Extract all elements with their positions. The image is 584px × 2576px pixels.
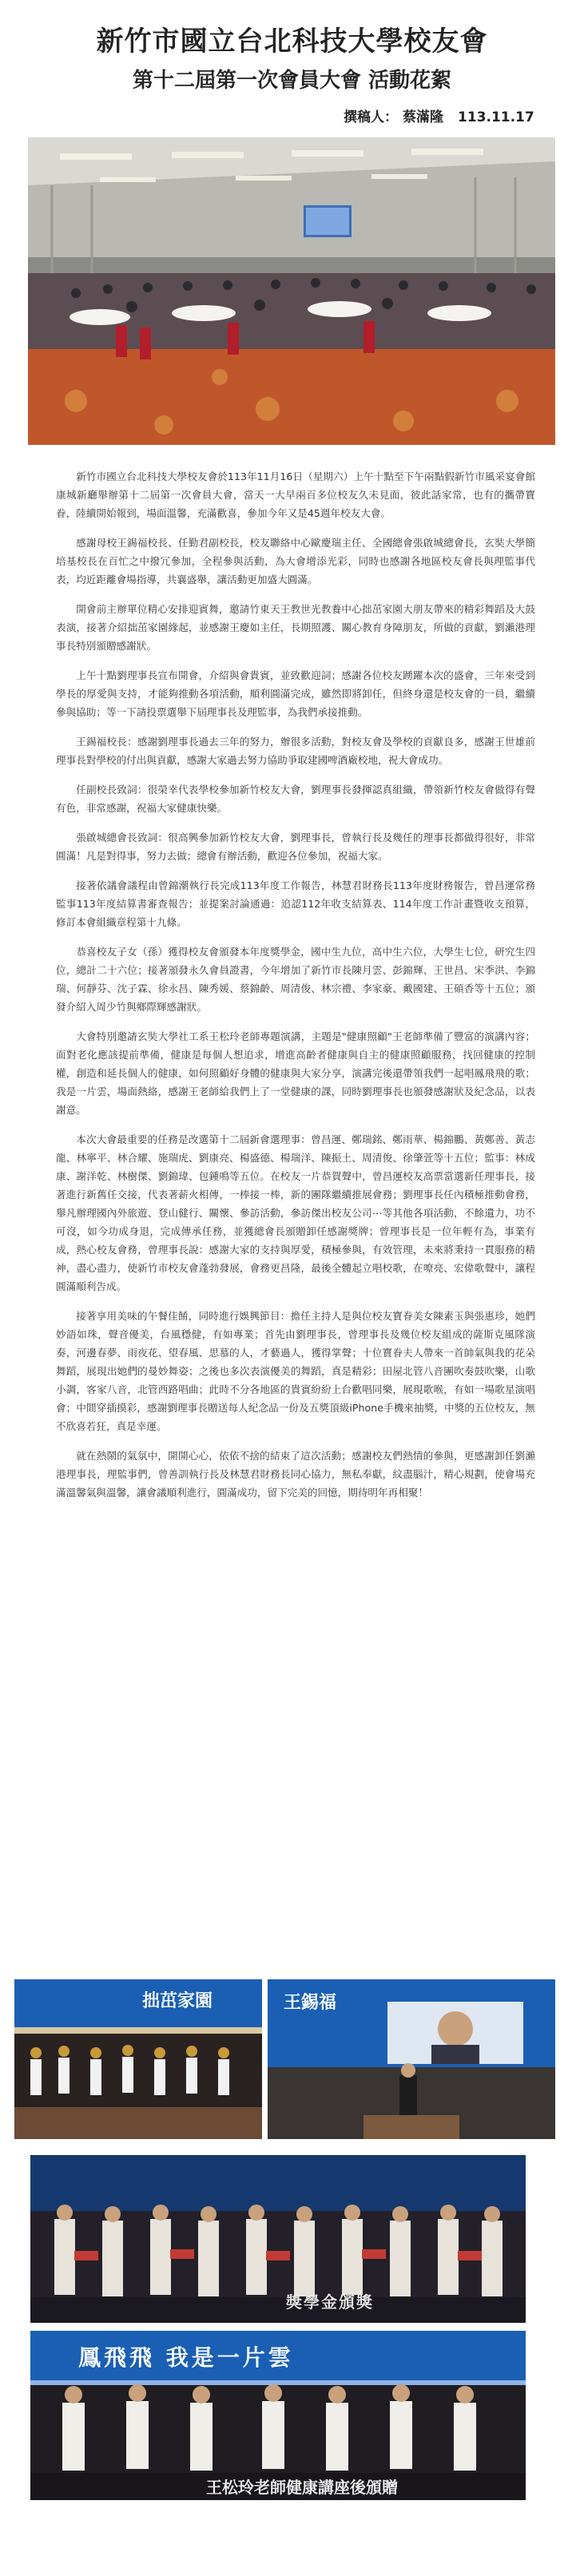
page-title: 新竹市國立台北科技大學校友會 bbox=[96, 26, 488, 58]
article-paragraph: 上午十點劉理事長宣布開會，介紹與會貴賓，並致歡迎詞；感謝各位校友踴躍本次的盛會，三年來受到學長的厚愛與支持，才能夠推動各項活動，順利圓滿完成，雖然即將卸任，但終身還是校友會的一員，繼續參與協助；等一下請投票選舉下屆理事長及理監事，為我們承接推動。 bbox=[56, 669, 535, 718]
lecture-caption: 王松玲老師健康講座後頒贈 bbox=[206, 2478, 398, 2497]
lecture-award-photo bbox=[30, 2331, 526, 2500]
article-paragraph: 就在熱鬧的氣氛中，開開心心，依依不捨的結束了這次活動；感謝校友們熱情的參與，更感謝卸任劉瀨港理事長，理監事們，曾善訓執行長及林慧君財務長同心協力，無私奉獻，紋盡腦汁，精心規劃，使會場充滿溫馨氣與溫馨，讓會議順利進行，圓滿成功，留下完美的回憶，期待明年再相聚！ bbox=[56, 1450, 535, 1498]
article-paragraph: 本次大會最重要的任務是改選第十二屆新會選理事：曾昌運、鄭瑞銘、鄭雨華、楊錦鵬、黃鄭善、黃志龍、林寧平、林合耀、施瑞虎、劉康亮、楊盛德、楊瑞洋、陳振土、周清俊、徐肇萱等十五位；監事：林成康、謝洋乾、林樹傑、劉錦瑋、包鍾鳴等五位。在校友一片恭賀聲中，曾昌運校友高票當選新任理事長，接著進行新舊任交接，代表著薪火相傳，一棒接一棒，新的團隊繼續推展會務；劉理事長任內積極推動會務，舉凡辦理國內外旅遊、登山健行、關懷、參訪活動，參訪傑出校友公司⋯等其他各項活動，不餘遺力，功不可沒，如今功成身退，完成傳承任務，並獲總會長頒贈卸任感謝獎牌；曾理事長是一位年輕有為，事業有成，熱心校友會務，曾理事長說：感謝大家的支持與厚愛，積極參與，有效管理，未來將秉持一貫服務的精神，盡心盡力，使新竹市校友會蓬勃發展，會務更昌隆，最後全體起立唱校歌，在嘹亮、宏偉歌聲中，讓程圓滿順利告成。 bbox=[56, 1133, 535, 1292]
article-paragraph: 任副校長致詞：很榮幸代表學校參加新竹校友大會，劉理事長發揮認真組織，帶領新竹校友會做得有聲有色，非常感謝，祝福大家健康快樂。 bbox=[56, 784, 535, 814]
article-paragraph: 感謝母校王錫福校長、任勤君副校長，校友聯絡中心歐慶瑞主任、全國總會張啟城總會長，玄奘大學簡培基校長在百忙之中撥冗參加，全程參與活動，為大會增添光彩，同時也感謝各地區校友會長與理監事代表，均近距離會場指導，共襄盛舉，讓活動更加盛大圓滿。 bbox=[56, 537, 535, 585]
author-name: 蔡滿隆 bbox=[403, 109, 443, 125]
speaker-banner-text: 王錫福 bbox=[284, 1992, 337, 2013]
article-body bbox=[56, 467, 535, 1513]
article-paragraph: 開會前主辦單位精心安排迎賓舞，邀請竹東天王教世光教養中心拙茁家園大朋友帶來的精彩舞蹈及大鼓表演，接著介紹拙茁家園緣起，並感謝王慶如主任，長期照護、關心教育身障朋友，所做的貢獻，劉瀨港理事長特別頒贈感謝狀。 bbox=[56, 603, 535, 652]
banquet-hall-photo bbox=[28, 137, 555, 445]
dance-performance-photo bbox=[14, 1979, 262, 2139]
article-paragraph: 接著享用美味的午餐佳餚，同時進行娛興節目：擔任主持人是與位校友寶眷美女陳素玉與張惠珍，她們妙語如珠，聲音優美，台風穩健，有如專業；首先由劉理事長，曾理事長及幾位校友組成的薩斯克風隊演奏，河邊春夢、雨夜花、望春風、思慕的人，才藝過人，獲得掌聲；十位寶眷夫人帶來一首帥氣與我的花朵舞蹈，展現出她們的曼妙舞姿；之後也多次表演優美的舞蹈，真是精彩；田屋北管八音團吹奏鼓吹樂，山歌小調，客家八音，北管西路唱曲；此時不分各地區的貴賓紛紛上台歡唱同樂，展現歌喉，有如一場歌星演唱會；中間穿插摸彩，感謝劉理事長贈送每人紀念品一份及五獎頂級iPhone手機來抽獎，中獎的五位校友，無不欣喜若狂，真是幸運。 bbox=[56, 1310, 535, 1432]
scholarship-award-photo bbox=[30, 2155, 526, 2323]
performance-banner-text: 拙茁家園 bbox=[142, 1991, 213, 2011]
article-paragraph: 接著依議會議程由曾錦潮執行長完成113年度工作報告，林慧君財務長113年度財務報告，曾昌運常務監事113年度結算書審查報告；並提案討論通過：追認112年收支結算表、114年度工作計畫暨收支預算，修訂本會組織章程第十九條。 bbox=[56, 879, 535, 928]
article-paragraph: 王錫福校長：感謝劉理事長過去三年的努力，辦很多活動，對校友會及學校的貢獻良多，感謝王世雄前理事長對學校的付出與貢獻，感謝大家過去努力協助爭取建國啤酒廠校地，祝大會成功。 bbox=[56, 736, 535, 766]
article-paragraph: 大會特別邀請玄奘大學社工系王松玲老師專題演講，主題是"健康照顧"王老師準備了豐富的演講內容；面對老化應該提前準備，健康是每個人想追求，增進高齡者健康與自主的健康照顧服務，找回健康的控制權，創造和延長個人的健康，如何照顧好身體的健康與大家分享，演講完後還帶領我們一起唱鳳飛飛的歌；我是一片雲，場面熱絡，感謝王老師給我們上了一堂健康的課，同時劉理事長也頒發感謝狀及紀念品，以表謝意。 bbox=[56, 1030, 535, 1116]
article-paragraph: 新竹市國立台北科技大學校友會於113年11月16日（星期六）上午十點至下午兩點假新竹市風采宴會館康城新廳舉辦第十二屆第一次會員大會，當天一大早兩百多位校友久未見面，彼此話家常，也有的攜帶寶眷，陸續開始報到，場面溫馨，充滿歡喜，參加今年又是45週年校友大會。 bbox=[56, 470, 535, 519]
author-label: 撰稿人： bbox=[344, 109, 398, 125]
page-subtitle: 第十二屆第一次會員大會 活動花絮 bbox=[132, 69, 452, 93]
scholarship-caption: 獎學金頒獎 bbox=[286, 2292, 374, 2312]
byline bbox=[344, 105, 539, 125]
article-paragraph: 張啟城總會長致詞：很高興參加新竹校友大會，劉理事長，曾執行長及幾任的理事長都做得很好，非常圓滿！凡是對得事，努力去做；總會有辦活動，歡迎各位參加，祝福大家。 bbox=[56, 832, 535, 862]
lecture-banner-text: 鳳飛飛 我是一片雲 bbox=[78, 2344, 294, 2371]
article-paragraph: 恭喜校友子女（孫）獲得校友會頒發本年度獎學金，國中生九位，高中生六位，大學生七位，研究生四位，總計二十六位；接著頒發永久會員證書，今年增加了新竹市長陳月雲、彭錦輝、王世昌、宋季洪、李錦瑞、何靜芬、沈子霖、徐永昌、陳秀媛、蔡錦齡、周清俊、林宗禮、李家豪、戴國建、王碩香等十五位；頒發介紹入周少竹與鄉際輝感謝狀。 bbox=[56, 946, 535, 1013]
date: 113.11.17 bbox=[458, 109, 534, 125]
principal-speech-photo bbox=[268, 1979, 555, 2139]
